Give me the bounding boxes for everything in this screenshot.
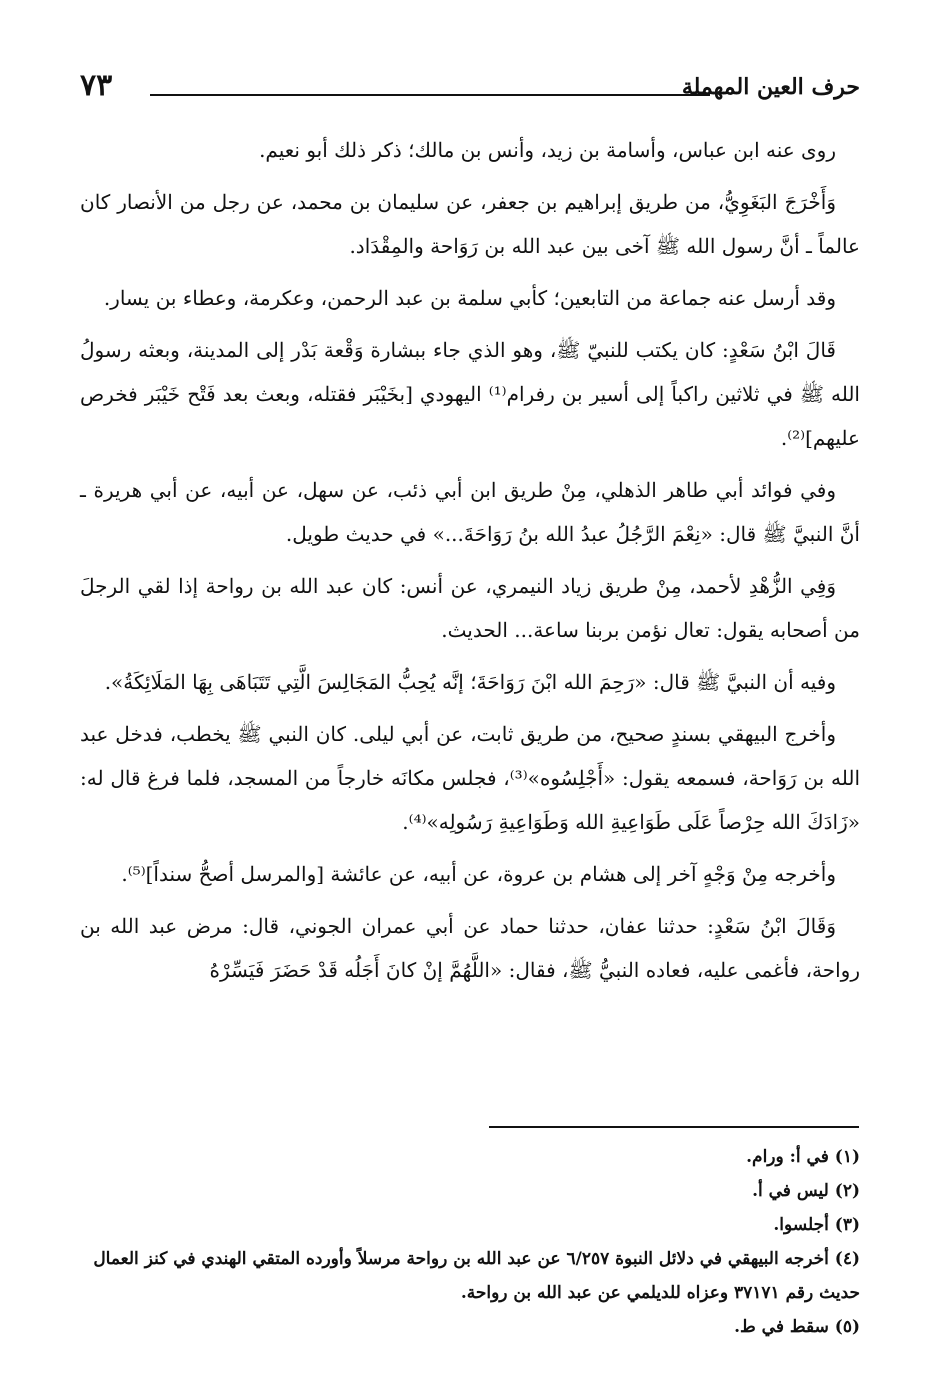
header-rule — [150, 94, 710, 96]
footnotes — [80, 1140, 860, 1344]
footnote-1: (١) في أ: ورام. — [746, 1147, 860, 1167]
paragraph-5: وفي فوائد أبي طاهر الذهلي، مِنْ طريق ابن أبي ذئب، عن سهل، عن أبيه، عن أبي هريرة ـ أنَّ النبيَّ ﷺ قال: «نِعْمَ الرَّجُلُ عبدُ الله بنُ رَوَاحَةَ...» في حديث طويل. — [80, 478, 860, 546]
paragraph-9: وأخرجه مِنْ وَجْهٍ آخر إلى هشام بن عروة، عن أبيه، عن عائشة [والمرسل أصحُّ سنداً]⁽⁵⁾. — [121, 862, 836, 886]
footnote-2: (٢) ليس في أ. — [752, 1181, 860, 1201]
main-text — [80, 128, 860, 1000]
footnote-4: (٤) أخرجه البيهقي في دلائل النبوة ٦/٢٥٧ عن عبد الله بن رواحة مرسلاً وأورده المتقي الهندي في كنز العمال حديث رقم ٣٧١٧١ وعزاه للديلمي عن عبد الله بن رواحة. — [93, 1249, 860, 1303]
footnote-3: (٣) أجلسوا. — [773, 1215, 860, 1235]
paragraph-3: وقد أرسل عنه جماعة من التابعين؛ كأبي سلمة بن عبد الرحمن، وعكرمة، وعطاء بن يسار. — [103, 286, 836, 310]
paragraph-2: وَأَخْرَجَ البَغَوِيُّ، من طريق إبراهيم بن جعفر، عن سليمان بن محمد، عن رجل من الأنصار كان عالماً ـ أنَّ رسول الله ﷺ آخى بين عبد الله بن رَوَاحة والمِقْدَاد. — [80, 190, 860, 258]
page-number: ٧٣ — [80, 68, 113, 103]
paragraph-10: وَقَالَ ابْنُ سَعْدٍ: حدثنا عفان، حدثنا حماد عن أبي عمران الجوني، قال: مرض عبد الله بن رواحة، فأغمى عليه، فعاده النبيُّ ﷺ، فقال: «اللَّهُمَّ إنْ كانَ أَجَلُه قَدْ حَضَرَ فَيَسِّرْهُ — [80, 914, 860, 982]
footnote-separator — [489, 1126, 859, 1128]
footnote-5: (٥) سقط في ط. — [734, 1317, 860, 1337]
paragraph-6: وَفِي الزُّهْدِ لأحمد، مِنْ طريق زياد النيمري، عن أنس: كان عبد الله بن رواحة إذا لقي الرجلَ من أصحابه يقول: تعال نؤمن بربنا ساعة... الحديث. — [80, 574, 860, 642]
paragraph-7: وفيه أن النبيَّ ﷺ قال: «رَحِمَ الله ابْنَ رَوَاحَةَ؛ إنَّه يُحِبُّ المَجَالِسَ الَّتِي تَتَبَاهَى بِهَا المَلَائِكَةُ». — [104, 670, 836, 694]
paragraph-1: روى عنه ابن عباس، وأسامة بن زيد، وأنس بن مالك؛ ذكر ذلك أبو نعيم. — [259, 138, 836, 162]
chapter-title: حرف العين المهملة — [681, 74, 860, 100]
paragraph-4: قَالَ ابْنُ سَعْدٍ: كان يكتب للنبيّ ﷺ، وهو الذي جاء ببشارة وَقْعة بَدْر إلى المدينة، وبعثه رسولُ الله ﷺ في ثلاثين راكباً إلى أسير بن رفرام⁽¹⁾ اليهودي [بخَيْبَر فقتله، وبعث بعد فَتْح خَيْبَر فخرص عليهم]⁽²⁾. — [80, 338, 860, 450]
running-header — [80, 62, 860, 102]
paragraph-8: وأخرج البيهقي بسندٍ صحيح، من طريق ثابت، عن أبي ليلى. كان النبي ﷺ يخطب، فدخل عبد الله بن رَوَاحة، فسمعه يقول: «أَجْلِسُوه»⁽³⁾، فجلس مكانَه خارجاً من المسجد، فلما فرغ قال له: «زَادَكَ الله حِرْصاً عَلَى طَوَاعِيةِ الله وَطَوَاعِيةِ رَسُولِه»⁽⁴⁾. — [80, 722, 861, 834]
